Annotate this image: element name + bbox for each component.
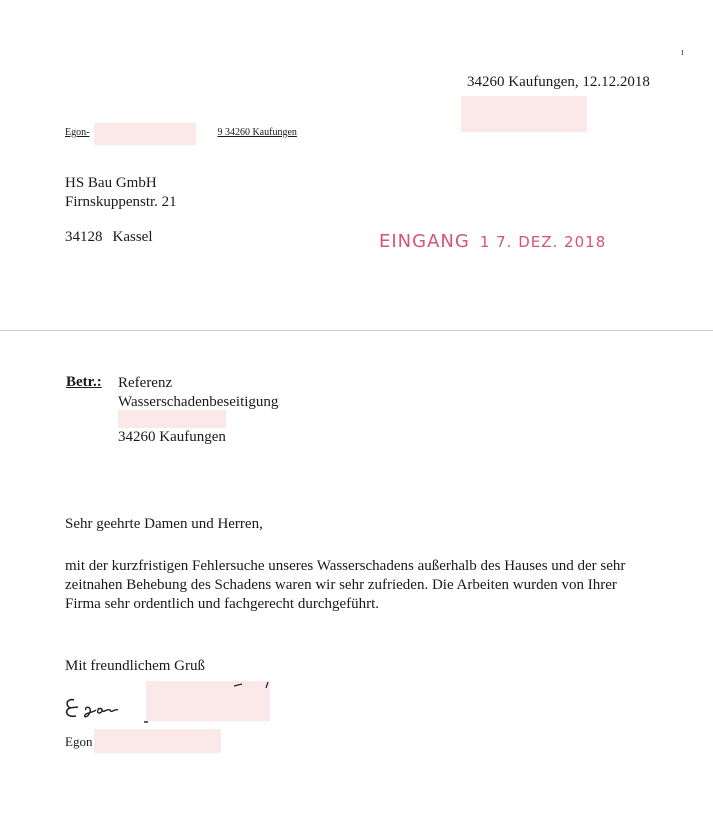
stamp-label: EINGANG: [379, 231, 470, 252]
fold-line: [0, 330, 713, 331]
recipient-city: Kassel: [112, 229, 153, 245]
sender-prefix: Egon-: [65, 127, 90, 138]
recipient-city-line: [65, 229, 153, 246]
receipt-stamp: [379, 231, 606, 252]
subject-label: Betr.:: [66, 374, 102, 390]
subject-city: 34260 Kaufungen: [118, 429, 226, 445]
signature-stroke: [232, 674, 272, 694]
redaction-block: [118, 410, 226, 428]
redaction-block: [94, 729, 221, 753]
sender-suffix: 9 34260 Kaufungen: [217, 127, 297, 138]
subject-line-1: Referenz: [118, 375, 173, 391]
redaction-block: [461, 96, 587, 132]
edge-mark: ı: [681, 47, 684, 58]
stamp-date: 1 7. DEZ. 2018: [479, 233, 607, 251]
letter-body: mit der kurzfristigen Fehlersuche unseres Wasserschadens außerhalb des Hauses und der sehr zeitnahen Behebung des Schadens waren wir sehr zufrieden. Die Arbeiten wurden von Ihrer Firma sehr ordentlich und fachgerecht durchgeführt.: [65, 558, 626, 612]
subject-text: [118, 374, 278, 412]
salutation: Sehr geehrte Damen und Herren,: [65, 516, 263, 532]
recipient-zip: 34128: [65, 229, 103, 245]
recipient-street: Firnskuppenstr. 21: [65, 194, 177, 210]
closing: Mit freundlichem Gruß: [65, 658, 205, 674]
subject-line-2: Wasserschadenbeseitigung: [118, 394, 279, 410]
handwritten-signature: [60, 688, 150, 728]
date-line: 34260 Kaufungen, 12.12.2018: [467, 74, 650, 90]
redaction-block: [94, 123, 196, 145]
recipient-company: HS Bau GmbH: [65, 175, 157, 191]
signature-name: Egon: [65, 734, 93, 749]
recipient-address: [65, 174, 177, 212]
